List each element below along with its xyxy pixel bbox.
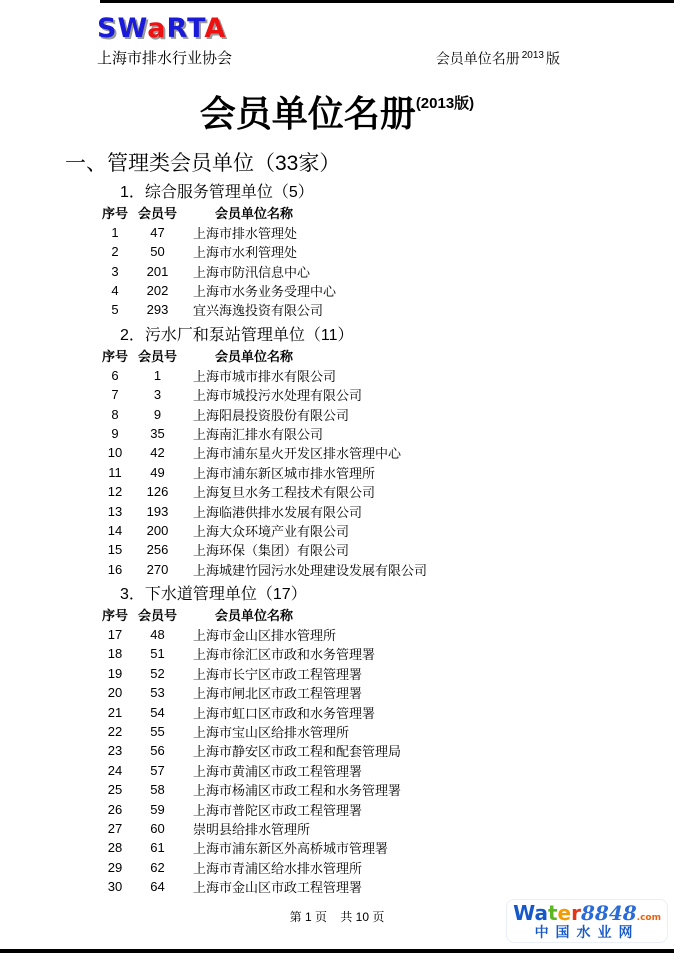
logo-letter: a bbox=[147, 13, 167, 44]
col-seq: 28 bbox=[107, 840, 123, 856]
col-seq: 6 bbox=[111, 367, 119, 383]
col-unit-name: 上海市徐汇区市政和水务管理署 bbox=[193, 647, 376, 663]
col-seq: 19 bbox=[107, 665, 123, 681]
col-seq: 17 bbox=[107, 627, 123, 643]
col-member-no: 201 bbox=[146, 263, 169, 279]
watermark-letter: r bbox=[571, 900, 581, 925]
col-unit-name: 上海市水利管理处 bbox=[193, 245, 298, 261]
watermark-letter: W bbox=[513, 900, 535, 925]
table-row bbox=[95, 877, 674, 896]
table-row bbox=[95, 366, 674, 385]
col-unit-name: 上海南汇排水有限公司 bbox=[193, 426, 324, 442]
col-unit-name: 上海环保（集团）有限公司 bbox=[193, 543, 350, 559]
watermark-dotcom: .com bbox=[636, 912, 661, 923]
section-heading: 一、管理类会员单位（33家） bbox=[65, 151, 341, 175]
col-seq: 2 bbox=[111, 244, 119, 260]
col-member-no: 56 bbox=[150, 743, 165, 759]
col-member-no: 48 bbox=[150, 627, 165, 643]
watermark-letter: e bbox=[557, 900, 572, 925]
water8848-subtitle: 中国水业网 bbox=[534, 923, 640, 940]
col-seq: 15 bbox=[107, 542, 123, 558]
page-title bbox=[0, 81, 674, 137]
col-member-no: 62 bbox=[150, 859, 165, 875]
table-row bbox=[95, 501, 674, 520]
header-right-title bbox=[436, 46, 560, 69]
column-header: 会员号 bbox=[137, 206, 177, 222]
col-member-no: 3 bbox=[153, 387, 162, 403]
logo-letter: R bbox=[166, 13, 188, 44]
table-row bbox=[95, 261, 674, 280]
col-unit-name: 上海市静安区市政工程和配套管理局 bbox=[193, 744, 402, 760]
table-row bbox=[95, 644, 674, 663]
table-header-row bbox=[95, 346, 674, 366]
col-seq: 24 bbox=[107, 762, 123, 778]
table-row bbox=[95, 521, 674, 540]
logo-letter: A bbox=[204, 13, 227, 44]
logo-letter: W bbox=[117, 13, 148, 44]
top-border-line bbox=[100, 0, 674, 3]
col-seq: 1 bbox=[111, 224, 119, 240]
col-member-no: 126 bbox=[146, 484, 169, 500]
col-seq: 25 bbox=[107, 782, 123, 798]
col-member-no: 47 bbox=[150, 224, 165, 240]
page-title-edition: (2013版) bbox=[415, 94, 475, 112]
col-member-no: 54 bbox=[150, 704, 165, 720]
col-unit-name: 上海市城投污水处理有限公司 bbox=[193, 388, 363, 404]
col-unit-name: 崇明县给排水管理所 bbox=[193, 822, 311, 837]
col-unit-name: 上海大众环境产业有限公司 bbox=[193, 523, 350, 539]
col-seq: 11 bbox=[108, 464, 122, 480]
column-header: 会员单位名称 bbox=[215, 206, 294, 222]
col-member-no: 64 bbox=[150, 879, 165, 895]
col-seq: 14 bbox=[107, 522, 123, 538]
col-unit-name: 上海市虹口区市政和水务管理署 bbox=[193, 705, 376, 721]
col-seq: 26 bbox=[107, 801, 123, 817]
col-unit-name: 上海市杨浦区市政工程和水务管理署 bbox=[193, 783, 402, 799]
table-row bbox=[95, 664, 674, 683]
col-member-no: 200 bbox=[146, 522, 169, 538]
col-unit-name: 宜兴海逸投资有限公司 bbox=[193, 303, 324, 319]
col-seq: 3 bbox=[111, 263, 119, 279]
table-row bbox=[95, 223, 674, 242]
col-member-no: 202 bbox=[146, 283, 169, 299]
col-member-no: 51 bbox=[150, 646, 165, 662]
col-unit-name: 上海市水务业务受理中心 bbox=[193, 284, 337, 300]
table-row bbox=[95, 625, 674, 644]
table-row bbox=[95, 780, 674, 799]
table-row bbox=[95, 838, 674, 857]
watermark-number: 8848 bbox=[581, 900, 637, 925]
table-row bbox=[95, 482, 674, 501]
water8848-logo bbox=[506, 899, 668, 943]
watermark-letter: t bbox=[547, 900, 558, 925]
col-seq: 29 bbox=[107, 859, 123, 875]
col-unit-name: 上海市金山区市政工程管理署 bbox=[193, 880, 363, 896]
table-row bbox=[95, 424, 674, 443]
header-right-year: 2013 bbox=[521, 50, 544, 61]
table-row bbox=[95, 540, 674, 559]
subsection-heading: 1．综合服务管理单位（5） bbox=[120, 183, 314, 201]
col-unit-name: 上海市宝山区给排水管理所 bbox=[193, 725, 350, 741]
table-row bbox=[95, 799, 674, 818]
col-member-no: 35 bbox=[150, 425, 165, 441]
col-seq: 22 bbox=[107, 724, 123, 740]
col-seq: 16 bbox=[107, 561, 123, 577]
col-seq: 10 bbox=[107, 445, 123, 461]
col-seq: 30 bbox=[107, 879, 123, 895]
column-header: 会员单位名称 bbox=[215, 349, 294, 365]
table-row bbox=[95, 300, 674, 319]
table-row bbox=[95, 683, 674, 702]
table-row bbox=[95, 722, 674, 741]
col-member-no: 57 bbox=[150, 762, 165, 778]
association-name: 上海市排水行业协会 bbox=[97, 49, 233, 67]
table-header-row bbox=[95, 203, 674, 223]
col-member-no: 50 bbox=[150, 244, 165, 260]
col-member-no: 58 bbox=[150, 782, 165, 798]
column-header: 序号 bbox=[101, 608, 128, 624]
logo-letter: T bbox=[187, 13, 205, 44]
table-row bbox=[95, 858, 674, 877]
subsection-heading: 3．下水道管理单位（17） bbox=[120, 585, 307, 603]
table-row bbox=[95, 761, 674, 780]
col-unit-name: 上海市浦东新区城市排水管理所 bbox=[193, 465, 376, 481]
col-member-no: 293 bbox=[146, 302, 169, 318]
col-unit-name: 上海临港供排水发展有限公司 bbox=[193, 504, 363, 520]
water8848-wordmark bbox=[513, 902, 661, 924]
col-unit-name: 上海市排水管理处 bbox=[193, 225, 298, 241]
col-unit-name: 上海市浦东新区外高桥城市管理署 bbox=[193, 841, 389, 857]
col-member-no: 61 bbox=[150, 840, 165, 856]
column-header: 序号 bbox=[101, 349, 128, 365]
table-row bbox=[95, 741, 674, 760]
col-unit-name: 上海市浦东星火开发区排水管理中心 bbox=[193, 446, 402, 462]
page-title-text: 会员单位名册 bbox=[199, 92, 416, 134]
col-unit-name: 上海市黄浦区市政工程管理署 bbox=[193, 763, 363, 779]
col-member-no: 53 bbox=[150, 685, 165, 701]
table-row bbox=[95, 819, 674, 838]
col-seq: 9 bbox=[111, 425, 119, 441]
col-seq: 5 bbox=[111, 302, 119, 318]
col-unit-name: 上海市防汛信息中心 bbox=[193, 264, 311, 280]
col-member-no: 59 bbox=[150, 801, 165, 817]
col-member-no: 256 bbox=[146, 542, 169, 558]
col-unit-name: 上海复旦水务工程技术有限公司 bbox=[193, 485, 376, 501]
column-header: 会员号 bbox=[137, 608, 177, 624]
col-unit-name: 上海市闸北区市政工程管理署 bbox=[193, 686, 363, 702]
table-row bbox=[95, 281, 674, 300]
col-unit-name: 上海市长宁区市政工程管理署 bbox=[193, 666, 363, 682]
swarta-logo bbox=[97, 14, 614, 44]
col-member-no: 60 bbox=[150, 821, 165, 836]
col-unit-name: 上海市青浦区给水排水管理所 bbox=[193, 860, 363, 876]
col-seq: 21 bbox=[107, 704, 123, 720]
bottom-border-line bbox=[0, 949, 674, 953]
col-seq: 20 bbox=[107, 685, 123, 701]
col-seq: 27 bbox=[107, 821, 123, 836]
col-seq: 7 bbox=[111, 387, 119, 403]
col-seq: 18 bbox=[107, 646, 123, 662]
col-member-no: 42 bbox=[150, 445, 165, 461]
col-unit-name: 上海市城市排水有限公司 bbox=[193, 368, 337, 384]
table-row bbox=[95, 404, 674, 423]
column-header: 序号 bbox=[101, 206, 128, 222]
column-header: 会员单位名称 bbox=[215, 608, 294, 624]
col-member-no: 9 bbox=[153, 406, 162, 422]
table-row bbox=[95, 443, 674, 462]
col-seq: 8 bbox=[111, 406, 119, 422]
table-row bbox=[95, 385, 674, 404]
member-tables bbox=[0, 183, 674, 897]
table-row bbox=[95, 463, 674, 482]
col-unit-name: 上海阳晨投资股份有限公司 bbox=[193, 407, 350, 423]
table-row bbox=[95, 242, 674, 261]
subsection-heading: 2．污水厂和泵站管理单位（11） bbox=[120, 326, 354, 344]
header-right-text: 会员单位名册 bbox=[435, 50, 520, 67]
document-header bbox=[0, 0, 674, 69]
col-seq: 13 bbox=[107, 503, 123, 519]
page-number: 第 1 页 共 10 页 bbox=[289, 910, 385, 925]
col-member-no: 270 bbox=[146, 561, 169, 577]
table-row bbox=[95, 560, 674, 579]
header-row bbox=[97, 46, 560, 69]
col-member-no: 193 bbox=[146, 503, 169, 519]
table-header-row bbox=[95, 605, 674, 625]
table-row bbox=[95, 702, 674, 721]
watermark-letter: a bbox=[534, 900, 548, 925]
logo-letter: S bbox=[97, 13, 118, 44]
header-right-suffix: 版 bbox=[546, 50, 560, 67]
col-seq: 23 bbox=[107, 743, 123, 759]
col-unit-name: 上海市普陀区市政工程管理署 bbox=[193, 802, 363, 818]
col-member-no: 1 bbox=[153, 367, 162, 383]
col-member-no: 55 bbox=[150, 724, 165, 740]
col-seq: 4 bbox=[111, 283, 119, 299]
column-header: 会员号 bbox=[137, 349, 177, 365]
col-seq: 12 bbox=[107, 484, 123, 500]
col-member-no: 52 bbox=[150, 665, 165, 681]
col-member-no: 49 bbox=[150, 464, 165, 480]
col-unit-name: 上海城建竹园污水处理建设发展有限公司 bbox=[193, 562, 428, 578]
col-unit-name: 上海市金山区排水管理所 bbox=[193, 628, 337, 644]
